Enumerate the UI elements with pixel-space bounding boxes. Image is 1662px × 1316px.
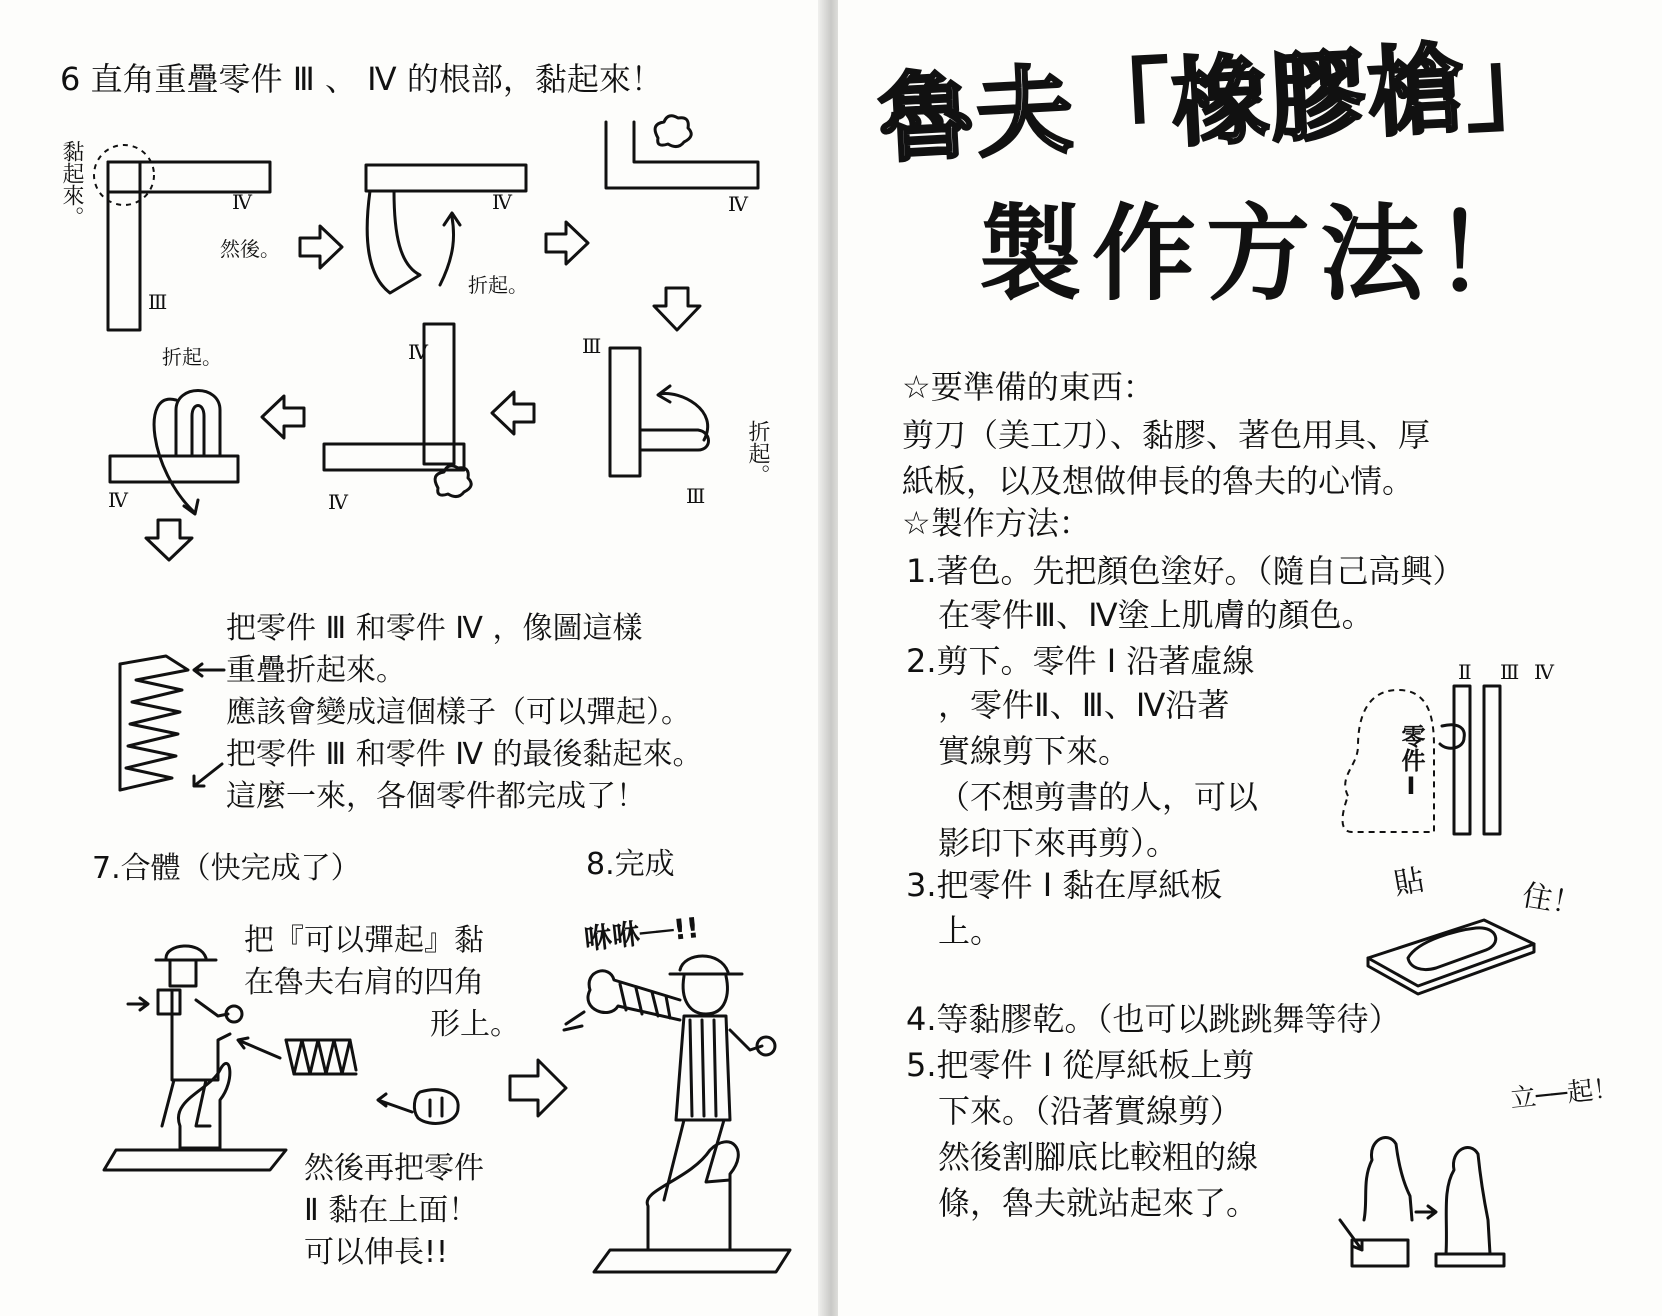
right-arrow-icon [296, 222, 346, 272]
part-label: Ⅳ [492, 190, 512, 214]
materials-heading: ☆要準備的東西： [902, 368, 1155, 406]
fold-label: 折起。 [162, 345, 222, 369]
right-arrow-icon [542, 218, 592, 268]
fold-diagram-5 [318, 322, 468, 507]
step7-note: 形上。 [430, 1007, 520, 1042]
part-label: Ⅳ [408, 340, 428, 364]
step8-title: 8.完成 [586, 847, 675, 882]
step3-text: 3.把零件 Ⅰ 黏在厚紙板 [906, 866, 1223, 904]
step6-title: 6 直角重疊零件 Ⅲ 、 Ⅳ 的根部，黏起來！ [60, 60, 663, 98]
part-label: Ⅲ [148, 290, 168, 314]
step2-text: 2.剪下。零件 Ⅰ 沿著虛線 [906, 642, 1255, 680]
left-page [0, 0, 824, 1316]
spring-illustration [106, 650, 196, 800]
pointer-arrow-icon [188, 760, 224, 790]
page-title-line1: 魯夫「橡膠槍」 [875, 27, 1567, 176]
materials-text: 剪刀（美工刀）、黏膠、著色用具、厚 [902, 416, 1431, 454]
fold-diagram-4 [600, 340, 730, 480]
fist-part-icon [410, 1086, 464, 1130]
step5-text: 下來。（沿著實線剪） [938, 1092, 1243, 1130]
pointer-arrow-icon [232, 1034, 282, 1064]
step2-text: 實線剪下來。 [938, 732, 1131, 770]
part-tag: Ⅲ [1500, 660, 1520, 684]
part-label: Ⅳ [108, 488, 128, 512]
step7-note: 把『可以彈起』黏 [244, 923, 484, 958]
instruction-line: 重疊折起來。 [226, 653, 406, 688]
part-tag: Ⅳ [1534, 660, 1554, 684]
step3-text: 上。 [938, 912, 1003, 950]
method-heading: ☆製作方法： [902, 504, 1091, 542]
step1-text: 在零件Ⅲ、Ⅳ塗上肌膚的顏色。 [938, 596, 1374, 634]
materials-text: 紙板，以及想做伸長的魯夫的心情。 [902, 462, 1415, 500]
down-arrow-icon [650, 284, 704, 334]
step7-note: Ⅱ 黏在上面！ [304, 1193, 479, 1228]
fold-label: 折起。 [468, 273, 528, 297]
glue-label: 黏起來。 [59, 140, 84, 228]
step2-text: 影印下來再剪）。 [938, 824, 1179, 862]
step5-text: 5.把零件 Ⅰ 從厚紙板上剪 [906, 1046, 1255, 1084]
step1-text: 1.著色。先把顏色塗好。（隨自己高興） [906, 552, 1465, 590]
step5-text: 條，魯夫就站起來了。 [938, 1184, 1259, 1222]
part-tag: Ⅱ [1458, 660, 1472, 684]
part-label: Ⅲ [686, 484, 706, 508]
instruction-line: 應該會變成這個樣子（可以彈起）。 [226, 695, 691, 730]
fold-label: 折起。 [745, 420, 770, 486]
pointer-arrow-icon [190, 660, 226, 680]
step7-note: 然後再把零件 [304, 1151, 484, 1186]
left-arrow-icon [488, 388, 538, 438]
part-label: Ⅳ [328, 490, 348, 514]
instruction-line: 這麼一來，各個零件都完成了！ [226, 779, 646, 814]
then-label: 然後。 [220, 237, 280, 261]
step5-text: 然後割腳底比較粗的線 [938, 1138, 1259, 1176]
stand-label: 立──起！ [1508, 1073, 1621, 1115]
part-label: Ⅳ [728, 192, 748, 216]
down-arrow-icon [142, 516, 196, 564]
left-arrow-icon [258, 392, 308, 442]
spring-part-icon [280, 1030, 360, 1080]
instruction-line: 把零件 Ⅲ 和零件 Ⅳ 的最後黏起來。 [226, 737, 703, 772]
part-label: Ⅳ [232, 190, 252, 214]
part1-label: 零件Ⅰ [1397, 724, 1425, 800]
standing-illustration [1338, 1100, 1508, 1270]
part-label: Ⅲ [582, 334, 602, 358]
right-arrow-icon [506, 1056, 570, 1120]
instruction-line: 把零件 Ⅲ 和零件 Ⅳ ，像圖這樣 [226, 611, 643, 646]
luffy-figure-step8 [580, 950, 810, 1280]
paste-label: 貼 [1391, 862, 1427, 903]
paste-label: 住！ [1519, 878, 1585, 923]
step2-text: ，零件Ⅱ、Ⅲ、Ⅳ沿著 [938, 686, 1230, 724]
step7-note: 在魯夫右肩的四角 [244, 965, 484, 1000]
page-title-line2: 製作方法！ [978, 192, 1549, 315]
cardboard-illustration [1338, 910, 1538, 1010]
sound-effect: 咻咻──!! [582, 911, 701, 956]
step7-note: 可以伸長!! [304, 1235, 449, 1270]
step4-text: 4.等黏膠乾。（也可以跳跳舞等待） [906, 1000, 1401, 1038]
step7-title: 7.合體（快完成了） [92, 851, 361, 886]
right-page [838, 0, 1662, 1316]
step2-text: （不想剪書的人，可以 [938, 778, 1259, 816]
